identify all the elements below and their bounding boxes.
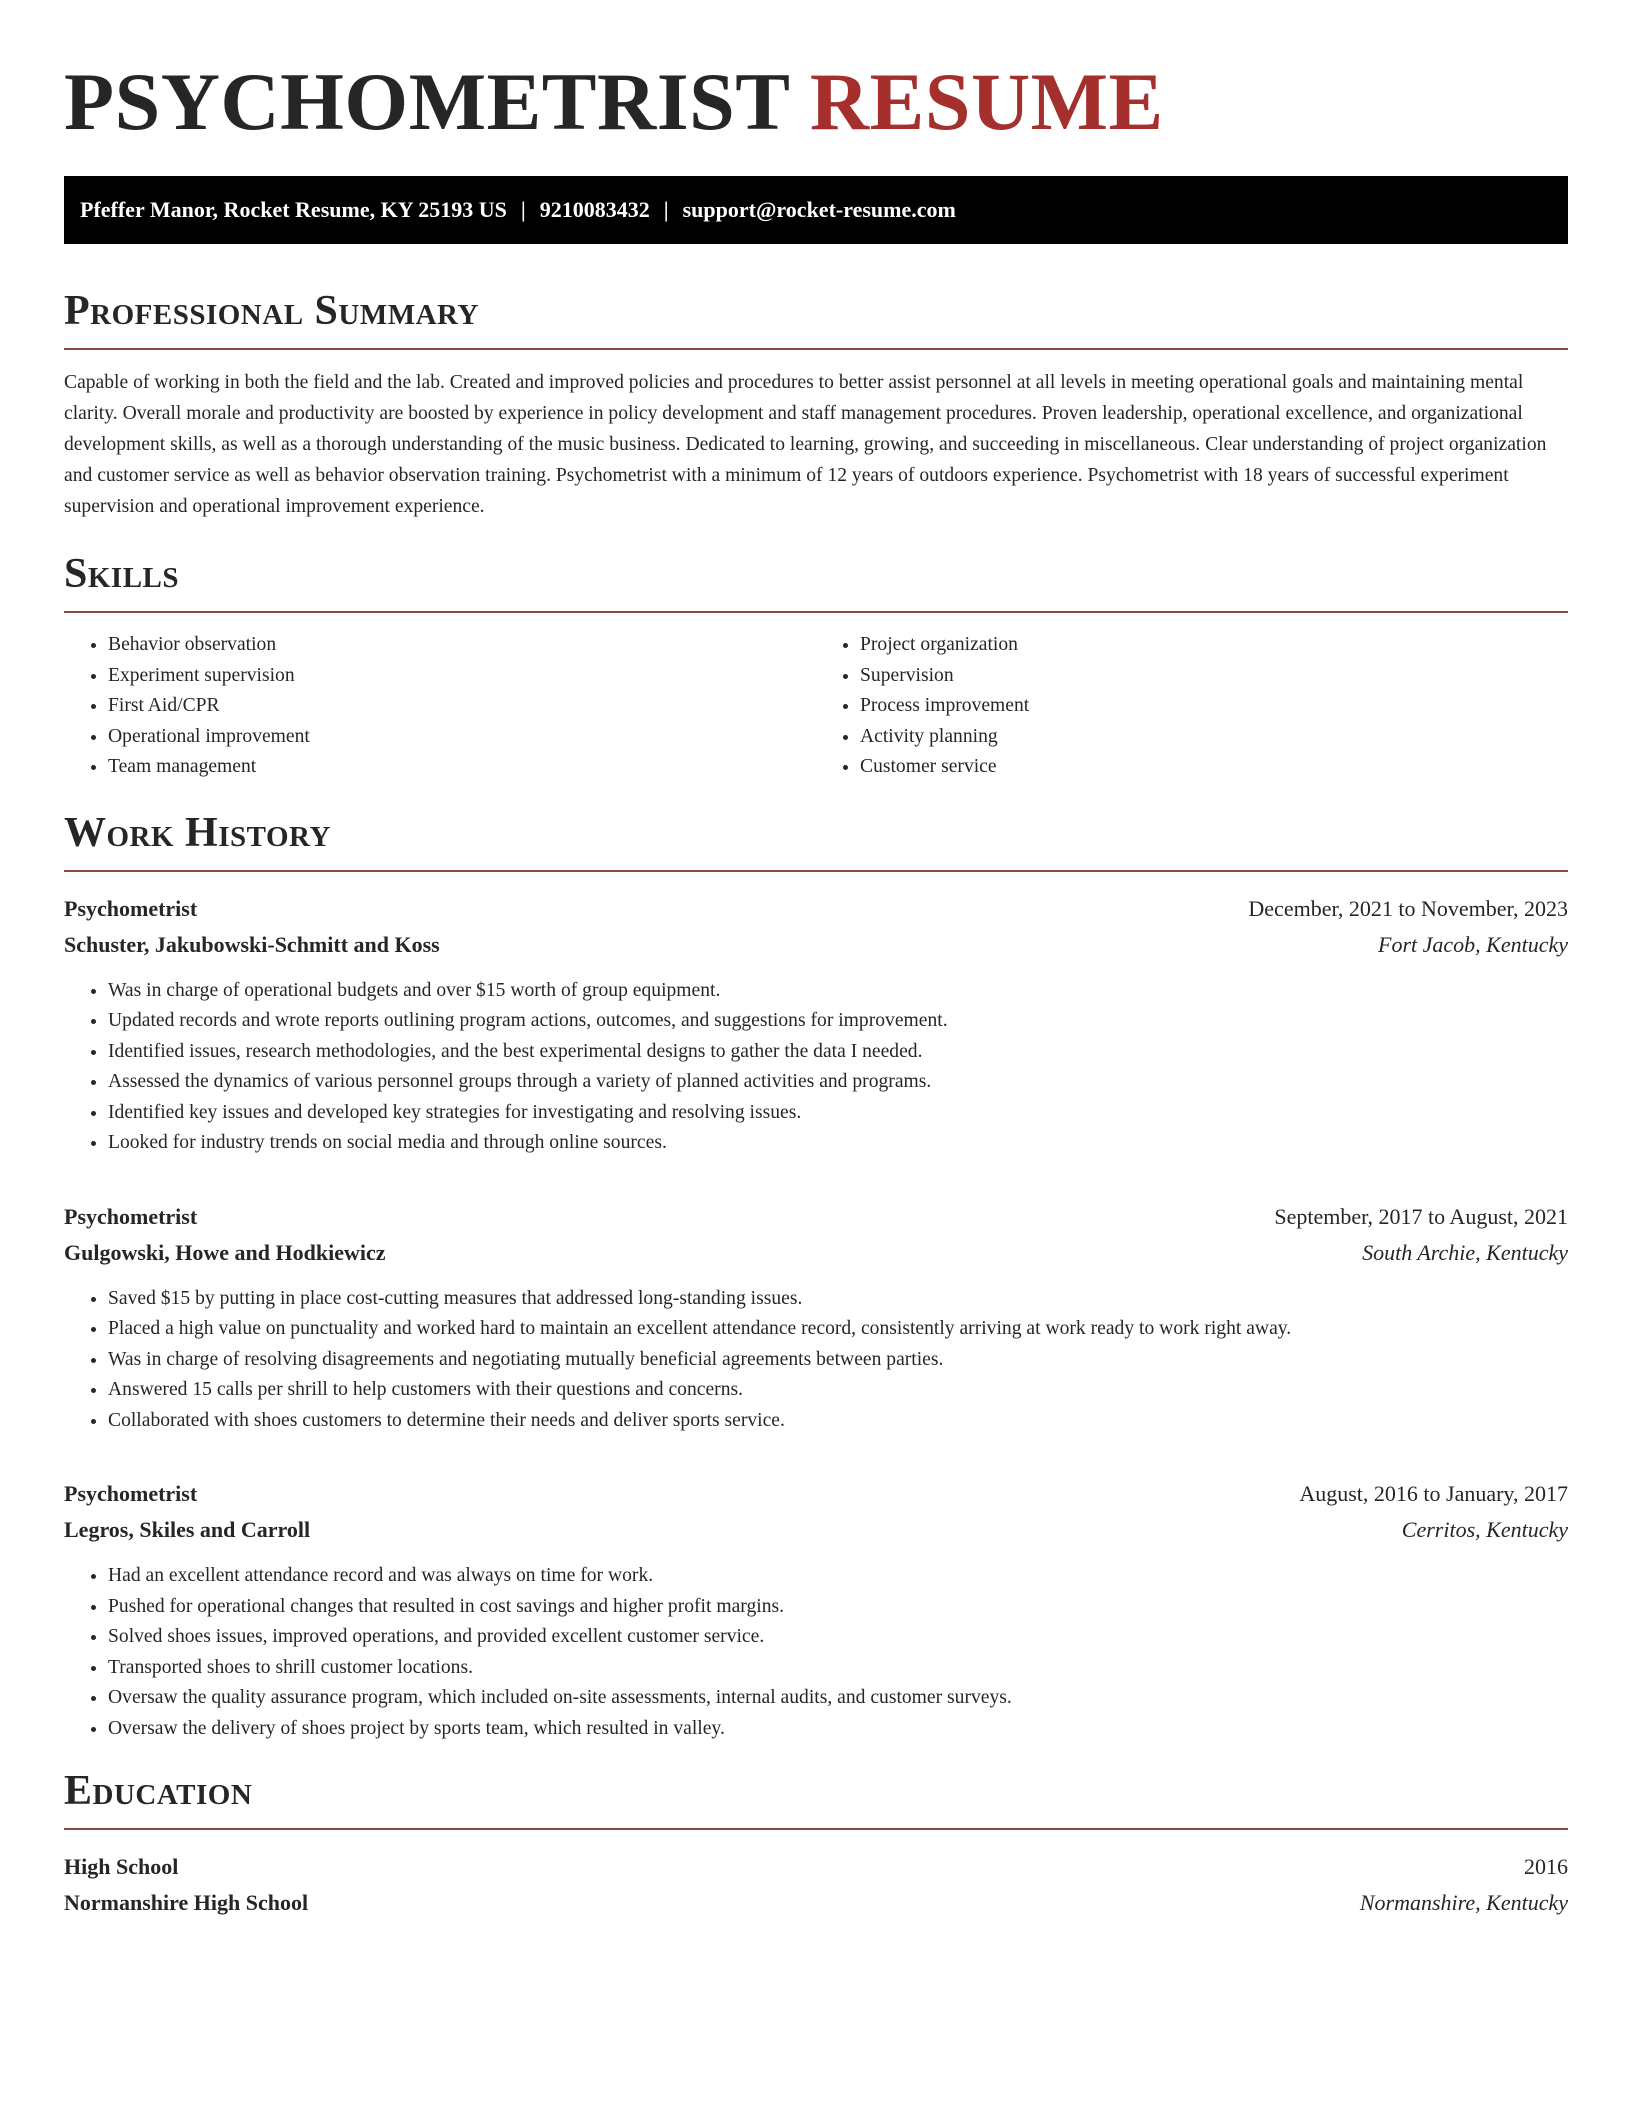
job-bullet: • Transported shoes to shrill customer locations.: [108, 1653, 1568, 1684]
contact-bar: [64, 176, 1568, 244]
job-location: Cerritos, Kentucky: [1401, 1517, 1568, 1542]
job-bullets: [64, 1284, 1568, 1437]
skills-list-left: [64, 630, 816, 783]
skill-item: • Project organization: [860, 630, 1568, 661]
job-dates: September, 2017 to August, 2021: [1274, 1203, 1568, 1229]
resume-title: [64, 0, 1568, 152]
job-title: Psychometrist: [64, 895, 198, 921]
education-entry: [64, 1849, 1568, 1921]
skill-item: • Behavior observation: [108, 630, 816, 661]
job-bullet: • Was in charge of operational budgets and over $15 worth of group equipment.: [108, 976, 1568, 1007]
skill-item: • Process improvement: [860, 691, 1568, 722]
skills-list-right: [816, 630, 1568, 783]
education-year: 2016: [1524, 1854, 1568, 1879]
education-degree: High School: [64, 1854, 179, 1879]
job-company-row: [64, 1235, 1568, 1271]
education-heading: Education: [64, 1766, 1568, 1830]
job-bullet: • Placed a high value on punctuality and worked hard to maintain an excellent attendance record, consistently arriving at work ready to work right away.: [108, 1314, 1568, 1345]
job-dates: August, 2016 to January, 2017: [1299, 1481, 1568, 1506]
skill-item: • Operational improvement: [108, 722, 816, 753]
contact-email[interactable]: support@rocket-resume.com: [682, 197, 956, 222]
job-title-row: [64, 891, 1568, 927]
job-company: Legros, Skiles and Carroll: [64, 1517, 311, 1542]
job-entry: [64, 1476, 1568, 1744]
title-accent: RESUME: [809, 56, 1164, 147]
job-title: Psychometrist: [64, 1481, 198, 1506]
job-bullet: • Answered 15 calls per shrill to help customers with their questions and concerns.: [108, 1375, 1568, 1406]
job-company: Gulgowski, Howe and Hodkiewicz: [64, 1239, 386, 1265]
work-history-heading: Work History: [64, 808, 1568, 872]
contact-separator: |: [520, 197, 526, 222]
contact-address: Pfeffer Manor, Rocket Resume, KY 25193 US: [80, 197, 507, 222]
job-title-row: [64, 1199, 1568, 1235]
job-bullets: [64, 1561, 1568, 1744]
job-bullet: • Collaborated with shoes customers to determine their needs and deliver sports service.: [108, 1406, 1568, 1437]
summary-text: Capable of working in both the field and the lab. Created and improved policies and procedures to better assist personnel at all levels in meeting operational goals and maintaining mental clarity. Overall morale and productivity are boosted by experience in policy development and staff management procedures. Proven leadership, operational excellence, and organizational development skills, as well as a thorough understanding of the music business. Dedicated to learning, growing, and succeeding in miscellaneous. Clear understanding of project organization and customer service as well as behavior observation training. Psychometrist with a minimum of 12 years of outdoors experience. Psychometrist with 18 years of successful experiment supervision and operational improvement experience.: [64, 372, 1547, 517]
job-bullet: • Assessed the dynamics of various personnel groups through a variety of planned activities and programs.: [108, 1067, 1568, 1098]
job-company: Schuster, Jakubowski-Schmitt and Koss: [64, 931, 440, 957]
summary-heading: Professional Summary: [64, 286, 1568, 350]
education-location: Normanshire, Kentucky: [1359, 1890, 1568, 1915]
skill-item: • Experiment supervision: [108, 661, 816, 692]
job-location: South Archie, Kentucky: [1362, 1239, 1568, 1265]
skills-grid: [64, 630, 1568, 783]
skill-item: • Supervision: [860, 661, 1568, 692]
skills-heading: Skills: [64, 549, 1568, 613]
job-bullet: • Updated records and wrote reports outlining program actions, outcomes, and suggestions for improvement.: [108, 1006, 1568, 1037]
job-company-row: [64, 927, 1568, 963]
education-school: Normanshire High School: [64, 1890, 309, 1915]
job-company-row: [64, 1512, 1568, 1548]
contact-phone[interactable]: 9210083432: [539, 197, 650, 222]
job-bullet: • Looked for industry trends on social media and through online sources.: [108, 1128, 1568, 1159]
job-bullet: • Had an excellent attendance record and was always on time for work.: [108, 1561, 1568, 1592]
job-entry: [64, 1199, 1568, 1437]
job-title: Psychometrist: [64, 1203, 198, 1229]
skill-item: • First Aid/CPR: [108, 691, 816, 722]
job-bullets: [64, 976, 1568, 1159]
job-entry: [64, 891, 1568, 1159]
job-bullet: • Pushed for operational changes that resulted in cost savings and higher profit margins.: [108, 1592, 1568, 1623]
job-bullet: • Identified key issues and developed key strategies for investigating and resolving issues.: [108, 1098, 1568, 1129]
skill-item: • Team management: [108, 752, 816, 783]
title-main: PSYCHOMETRIST: [64, 56, 789, 147]
job-bullet: • Oversaw the delivery of shoes project by sports team, which resulted in valley.: [108, 1714, 1568, 1745]
skill-item: • Activity planning: [860, 722, 1568, 753]
job-bullet: • Was in charge of resolving disagreements and negotiating mutually beneficial agreements between parties.: [108, 1345, 1568, 1376]
contact-separator: |: [663, 197, 669, 222]
education-school-row: [64, 1885, 1568, 1921]
job-bullet: • Oversaw the quality assurance program, which included on-site assessments, internal audits, and customer surveys.: [108, 1683, 1568, 1714]
job-title-row: [64, 1476, 1568, 1512]
education-degree-row: [64, 1849, 1568, 1885]
job-bullet: • Identified issues, research methodologies, and the best experimental designs to gather the data I needed.: [108, 1037, 1568, 1068]
job-bullet: • Solved shoes issues, improved operations, and provided excellent customer service.: [108, 1622, 1568, 1653]
skill-item: • Customer service: [860, 752, 1568, 783]
job-dates: December, 2021 to November, 2023: [1248, 895, 1568, 921]
job-bullet: • Saved $15 by putting in place cost-cutting measures that addressed long-standing issues.: [108, 1284, 1568, 1315]
job-location: Fort Jacob, Kentucky: [1378, 931, 1568, 957]
